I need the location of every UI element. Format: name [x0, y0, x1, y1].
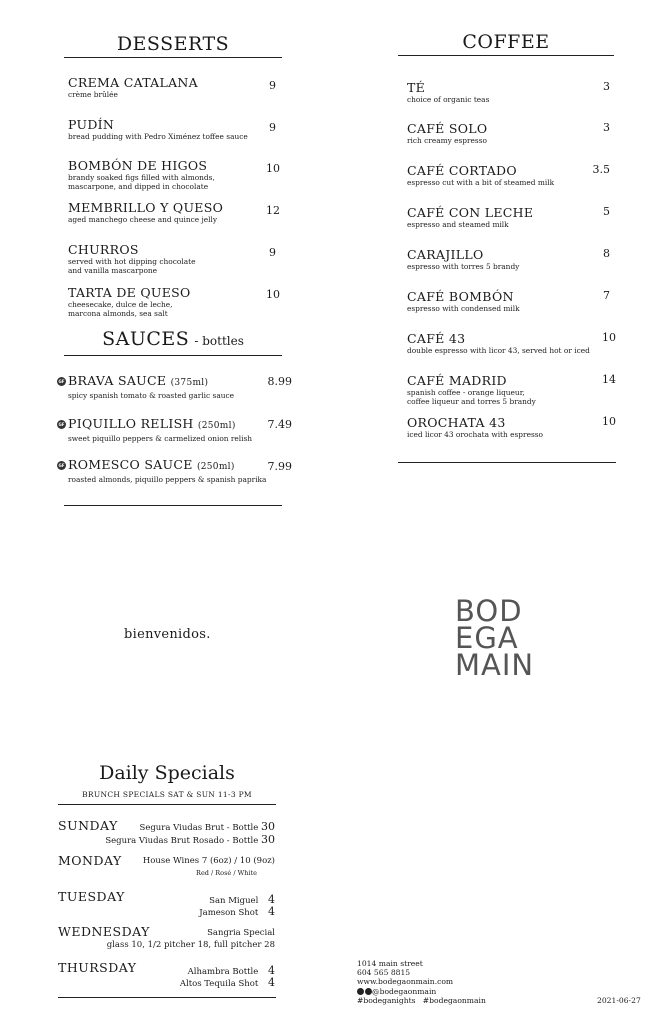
item-price: 7.49 — [267, 418, 292, 431]
item-name: CHURROS — [68, 242, 139, 257]
logo-line: EGA — [455, 621, 519, 655]
item-name: PUDÍN — [68, 117, 115, 132]
item-desc: espresso and steamed milk — [407, 220, 509, 229]
menu-item — [68, 75, 198, 99]
item-desc: espresso with condensed milk — [407, 304, 520, 313]
coffee-bottom-rule — [398, 462, 616, 463]
special-text: Jameson Shot — [199, 908, 259, 918]
item-desc: served with hot dipping chocolate — [68, 257, 196, 266]
item-desc: rich creamy espresso — [407, 136, 487, 145]
item-name: TÉ — [407, 80, 426, 95]
item-name: BOMBÓN DE HIGOS — [68, 158, 208, 173]
menu-item — [407, 163, 554, 187]
menu-item — [407, 247, 519, 271]
gluten-free-icon: GF — [58, 379, 65, 384]
website-link[interactable]: www.bodegaonmain.com — [357, 977, 454, 987]
welcome-text: bienvenidos. — [124, 627, 211, 642]
item-desc: aged manchego cheese and quince jelly — [68, 215, 218, 224]
item-name: CAFÉ 43 — [407, 331, 466, 346]
item-desc: bread pudding with Pedro Ximénez toffee sauce — [68, 132, 248, 141]
item-price: 8.99 — [267, 375, 292, 388]
special-price: 4 — [268, 905, 275, 918]
special-text: Alhambra Bottle — [187, 967, 259, 977]
special-text: glass 10, 1/2 pitcher 18, full pitcher 28 — [106, 940, 275, 950]
menu-item — [407, 121, 487, 145]
hashtags-text: #bodeganights #bodegaonmain — [357, 995, 486, 1005]
special-text: San Miguel — [209, 896, 259, 906]
item-price: 14 — [602, 373, 616, 386]
item-name: MEMBRILLO Y QUESO — [68, 200, 224, 215]
special-line — [105, 833, 275, 846]
item-price: 10 — [602, 331, 616, 344]
item-price: 3.5 — [592, 163, 610, 176]
gluten-free-icon: GF — [58, 463, 65, 468]
item-price: 10 — [266, 162, 280, 175]
special-line — [196, 869, 257, 877]
item-desc: marcona almonds, sea salt — [68, 309, 168, 318]
item-name: CAFÉ CORTADO — [407, 163, 517, 178]
menu-date: 2021-06-27 — [597, 996, 641, 1005]
special-day: WEDNESDAY — [58, 924, 150, 939]
item-desc: brandy soaked figs filled with almonds, — [68, 173, 215, 182]
item-name: CAFÉ MADRID — [407, 373, 507, 388]
item-name: CREMA CATALANA — [68, 75, 198, 90]
item-name: PIQUILLO RELISH — [68, 416, 194, 431]
desserts-rule — [64, 57, 282, 58]
menu-item — [68, 373, 234, 400]
sauces-title-text: SAUCES — [102, 328, 190, 350]
item-price: 12 — [266, 204, 280, 217]
item-desc: spanish coffee - orange liqueur, — [407, 388, 525, 397]
item-price: 9 — [269, 121, 276, 134]
item-desc: mascarpone, and dipped in chocolate — [68, 182, 209, 191]
special-line — [180, 976, 275, 989]
item-price: 5 — [603, 205, 610, 218]
special-day: SUNDAY — [58, 818, 118, 833]
sauces-rule — [64, 355, 282, 356]
special-day: TUESDAY — [58, 889, 125, 904]
menu-item — [407, 415, 543, 439]
item-desc: espresso cut with a bit of steamed milk — [407, 178, 555, 187]
address-text: 1014 main street — [357, 959, 423, 968]
special-text: Segura Viudas Brut Rosado - Bottle — [105, 836, 259, 846]
menu-item — [68, 158, 215, 191]
item-size: (375ml) — [170, 378, 209, 388]
special-price: 30 — [261, 820, 275, 833]
instagram-icon[interactable] — [357, 988, 364, 995]
special-price: 4 — [268, 976, 275, 989]
sauces-title — [64, 328, 282, 350]
gluten-free-icon: GF — [58, 422, 65, 427]
item-name: BRAVA SAUCE — [68, 373, 167, 388]
item-price: 3 — [603, 121, 610, 134]
special-price: 30 — [261, 833, 275, 846]
item-desc: crème brûlée — [68, 90, 118, 99]
special-text: Altos Tequila Shot — [179, 979, 259, 989]
item-desc: double espresso with licor 43, served hot or iced — [407, 346, 590, 355]
logo-line: BOD — [455, 594, 523, 628]
special-day: THURSDAY — [58, 960, 137, 975]
special-line — [140, 820, 275, 833]
item-price: 10 — [266, 288, 280, 301]
menu-item — [407, 289, 520, 313]
item-desc: and vanilla mascarpone — [68, 266, 158, 275]
item-desc: espresso with torres 5 brandy — [407, 262, 520, 271]
special-text: Sangria Special — [207, 928, 275, 938]
coffee-rule — [398, 55, 614, 56]
desserts-title: DESSERTS — [116, 33, 230, 55]
item-desc: choice of organic teas — [407, 95, 490, 104]
item-desc: coffee liqueur and torres 5 brandy — [407, 397, 536, 406]
sauces-subtitle: - bottles — [194, 334, 244, 348]
item-price: 9 — [269, 79, 276, 92]
item-name: TARTA DE QUESO — [68, 285, 191, 300]
item-desc: roasted almonds, piquillo peppers & spanish paprika — [68, 475, 267, 484]
menu-item — [68, 242, 195, 275]
menu-item — [68, 117, 248, 141]
special-line — [143, 856, 275, 866]
logo-line: MAIN — [455, 648, 535, 682]
specials-rule — [58, 804, 276, 805]
item-price: 7 — [603, 289, 610, 302]
special-line — [199, 905, 275, 918]
item-desc: cheesecake, dulce de leche, — [68, 300, 173, 309]
item-desc: iced licor 43 orochata with espresso — [407, 430, 543, 439]
social-handle: @bodegaonmain — [372, 986, 437, 996]
sauces-bottom-rule — [64, 505, 282, 506]
brand-logo — [455, 594, 535, 682]
item-name: CAFÉ CON LECHE — [407, 205, 534, 220]
specials-title: Daily Specials — [99, 762, 235, 784]
menu-item — [407, 373, 536, 406]
menu-item — [68, 457, 266, 484]
item-price: 9 — [269, 246, 276, 259]
item-price: 10 — [602, 415, 616, 428]
item-size: (250ml) — [196, 462, 235, 472]
item-size: (250ml) — [197, 421, 236, 431]
phone-text: 604 565 8815 — [357, 968, 411, 978]
item-price: 3 — [603, 80, 610, 93]
specials-subtitle: BRUNCH SPECIALS SAT & SUN 11-3 PM — [82, 790, 252, 799]
menu-item — [68, 200, 223, 224]
menu-item — [68, 285, 191, 318]
social-line — [357, 987, 486, 996]
special-text: House Wines 7 (6oz) / 10 (9oz) — [142, 856, 275, 866]
special-day: MONDAY — [58, 853, 122, 868]
coffee-title: COFFEE — [462, 31, 550, 53]
menu-item — [407, 205, 533, 229]
special-price: 4 — [268, 893, 275, 906]
item-name: ROMESCO SAUCE — [68, 457, 193, 472]
special-line — [207, 928, 275, 938]
item-price: 7.99 — [267, 460, 292, 473]
item-desc: spicy spanish tomato & roasted garlic sauce — [68, 391, 235, 400]
special-text: Red / Rosé / White — [196, 869, 257, 877]
facebook-icon[interactable] — [365, 988, 372, 995]
item-price: 8 — [603, 247, 610, 260]
menu-item — [407, 331, 590, 355]
menu-item — [68, 416, 252, 443]
item-name: CAFÉ SOLO — [407, 121, 488, 136]
item-name: CAFÉ BOMBÓN — [407, 289, 514, 304]
special-text: Segura Viudas Brut - Bottle — [139, 823, 259, 833]
item-name: OROCHATA 43 — [407, 415, 506, 430]
item-desc: sweet piquillo peppers & carmelized onion relish — [68, 434, 253, 443]
specials-bottom-rule — [58, 997, 276, 998]
footer-contact — [357, 959, 486, 1005]
item-name: CARAJILLO — [407, 247, 484, 262]
special-price: 4 — [268, 964, 275, 977]
special-line — [107, 940, 275, 950]
menu-item — [407, 80, 489, 104]
